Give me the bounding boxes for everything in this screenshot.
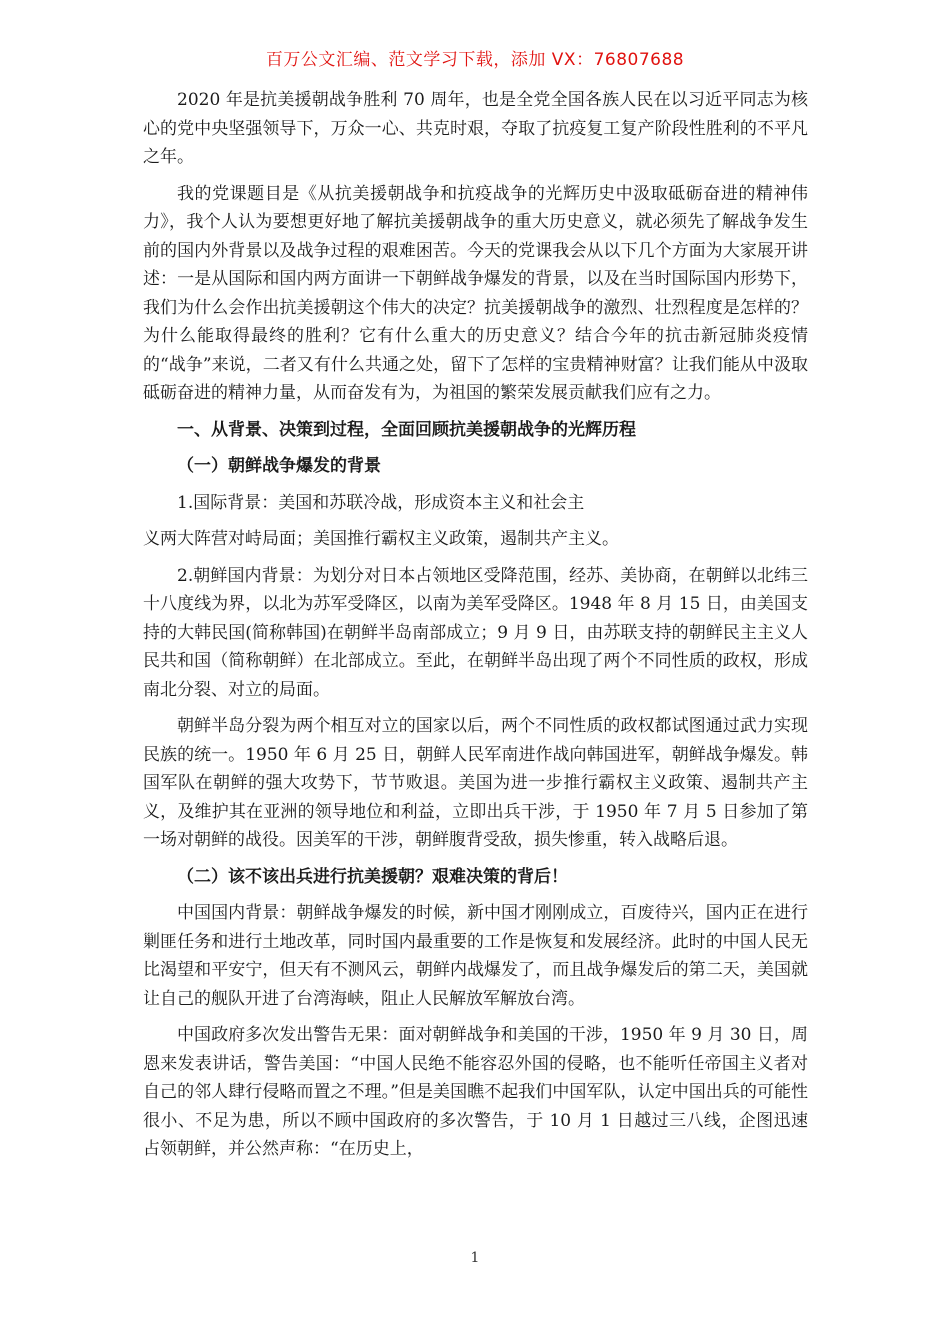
subsection-heading-1: （一）朝鲜战争爆发的背景 — [177, 456, 381, 476]
section-heading-1: 一、从背景、决策到过程，全面回顾抗美援朝战争的光辉历程 — [177, 419, 636, 440]
watermark-banner: 百万公文汇编、范文学习下载，添加 VX：76807688 — [265, 50, 685, 70]
paragraph-china-domestic-background: 中国国内背景：朝鲜战争爆发的时候，新中国才刚刚成立，百废待兴，国内正在进行剿匪任务和进行土地改革，同时国内最重要的工作是恢复和发展经济。此时的中国人民无比渴望和平安宁，但天有不测风云，朝鲜内战爆发了，而且战争爆发后的第二天，美国就让自己的舰队开进了台湾海峡，阻止人民解放军解放台湾。 — [143, 903, 808, 1009]
paragraph-war-outbreak: 朝鲜半岛分裂为两个相互对立的国家以后，两个不同性质的政权都试图通过武力实现民族的统一。1950 年 6 月 25 日，朝鲜人民军南进作战向韩国进军，朝鲜战争爆发。韩国军队在朝鲜的强大攻势下，节节败退。美国为进一步推行霸权主义政策、遏制共产主义，及维护其在亚洲的领导地位和利益，立即出兵干涉，于 1950 年 7 月 5 日参加了第一场对朝鲜的战役。因美军的干涉，朝鲜腹背受敌，损失惨重，转入战略后退。 — [143, 716, 808, 850]
paragraph-international-background: 1.国际背景：美国和苏联冷战，形成资本主义和社会主 — [177, 492, 585, 513]
paragraph-korea-domestic-background: 2.朝鲜国内背景：为划分对日本占领地区受降范围，经苏、美协商，在朝鲜以北纬三十八度线为界，以北为苏军受降区，以南为美军受降区。1948 年 8 月 15 日，由美国支持的大韩民国(简称韩国)在朝鲜半岛南部成立；9 月 9 日，由苏联支持的朝鲜民主主义人民共和国（简称朝鲜）在北部成立。至此，在朝鲜半岛出现了两个不同性质的政权，形成南北分裂、对立的局面。 — [143, 565, 808, 700]
paragraph-international-background-cont: 义两大阵营对峙局面；美国推行霸权主义政策，遏制共产主义。 — [143, 529, 619, 549]
subsection-heading-2: （二）该不该出兵进行抗美援朝？艰难决策的背后！ — [177, 866, 568, 887]
paragraph-china-warnings: 中国政府多次发出警告无果：面对朝鲜战争和美国的干涉，1950 年 9 月 30 日，周恩来发表讲话，警告美国：“中国人民绝不能容忍外国的侵略，也不能听任帝国主义者对自己的邻人肆行侵略而置之不理。”但是美国瞧不起我们中国军队，认定中国出兵的可能性很小、不足为患，所以不顾中国政府的多次警告，于 10 月 1 日越过三八线，企图迅速占领朝鲜，并公然声称：“在历史上， — [143, 1025, 808, 1159]
page-number: 1 — [470, 1250, 480, 1266]
paragraph-intro: 2020 年是抗美援朝战争胜利 70 周年，也是全党全国各族人民在以习近平同志为核心的党中央坚强领导下，万众一心、共克时艰，夺取了抗疫复工复产阶段性胜利的不平凡之年。 — [143, 90, 808, 167]
document-body — [143, 86, 808, 1172]
paragraph-topic: 我的党课题目是《从抗美援朝战争和抗疫战争的光辉历史中汲取砥砺奋进的精神伟力》，我个人认为要想更好地了解抗美援朝战争的重大历史意义，就必须先了解战争发生前的国内外背景以及战争过程的艰难困苦。今天的党课我会从以下几个方面为大家展开讲述：一是从国际和国内两方面讲一下朝鲜战争爆发的背景，以及在当时国际国内形势下，我们为什么会作出抗美援朝这个伟大的决定？抗美援朝战争的激烈、壮烈程度是怎样的？为什么能取得最终的胜利？它有什么重大的历史意义？结合今年的抗击新冠肺炎疫情的“战争”来说，二者又有什么共通之处，留下了怎样的宝贵精神财富？让我们能从中汲取砥砺奋进的精神力量，从而奋发有为，为祖国的繁荣发展贡献我们应有之力。 — [143, 183, 808, 403]
